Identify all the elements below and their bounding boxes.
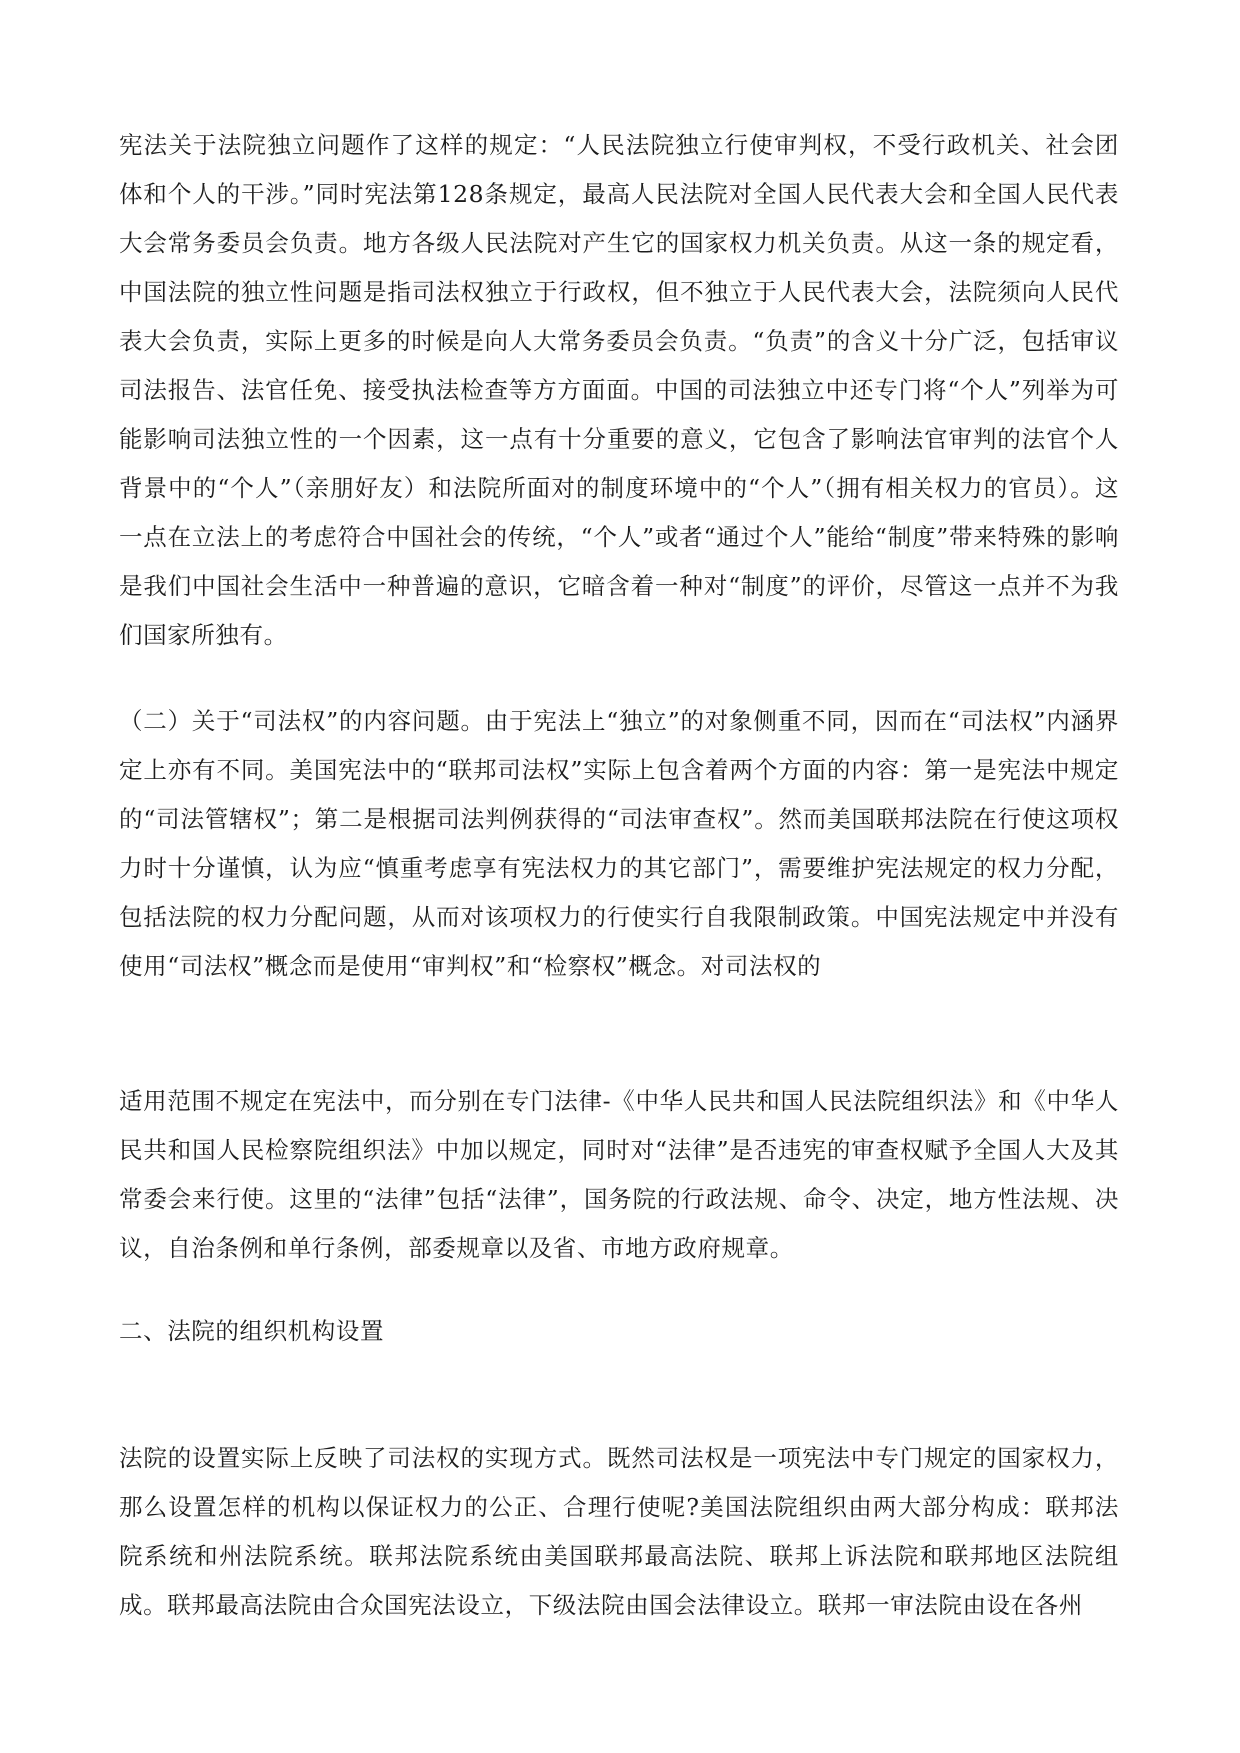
paragraph-court-organization: 法院的设置实际上反映了司法权的实现方式。既然司法权是一项宪法中专门规定的国家权力，那么设置怎样的机构以保证权力的公正、合理行使呢?美国法院组织由两大部分构成：联邦法院系统和州法院系统。联邦法院系统由美国联邦最高法院、联邦上诉法院和联邦地区法院组成。联邦最高法院由合众国宪法设立，下级法院由国会法律设立。联邦一审法院由设在各州 — [119, 1444, 1119, 1619]
paragraph-judicial-independence: 宪法关于法院独立问题作了这样的规定：“人民法院独立行使审判权，不受行政机关、社会团体和个人的干涉。”同时宪法第128条规定，最高人民法院对全国人民代表大会和全国人民代表大会常务委员会负责。地方各级人民法院对产生它的国家权力机关负责。从这一条的规定看，中国法院的独立性问题是指司法权独立于行政权，但不独立于人民代表大会，法院须向人民代表大会负责，实际上更多的时候是向人大常务委员会负责。“负责”的含义十分广泛，包括审议司法报告、法官任免、接受执法检查等方方面面。中国的司法独立中还专门将“个人”列举为可能影响司法独立性的一个因素，这一点有十分重要的意义，它包含了影响法官审判的法官个人背景中的“个人”（亲朋好友）和法院所面对的制度环境中的“个人”（拥有相关权力的官员）。这一点在立法上的考虑符合中国社会的传统，“个人”或者“通过个人”能给“制度”带来特殊的影响是我们中国社会生活中一种普遍的意识，它暗含着一种对“制度”的评价，尽管这一点并不为我们国家所独有。 — [119, 131, 1119, 649]
section-heading: 二、法院的组织机构设置 — [119, 1317, 385, 1345]
paragraph-judicial-power-content: （二）关于“司法权”的内容问题。由于宪法上“独立”的对象侧重不同，因而在“司法权”内涵界定上亦有不同。美国宪法中的“联邦司法权”实际上包含着两个方面的内容：第一是宪法中规定的“司法管辖权”；第二是根据司法判例获得的“司法审查权”。然而美国联邦法院在行使这项权力时十分谨慎，认为应“慎重考虑享有宪法权力的其它部门”，需要维护宪法规定的权力分配，包括法院的权力分配问题，从而对该项权力的行使实行自我限制政策。中国宪法规定中并没有使用“司法权”概念而是使用“审判权”和“检察权”概念。对司法权的 — [119, 707, 1119, 980]
paragraph-scope-of-application: 适用范围不规定在宪法中，而分别在专门法律-《中华人民共和国人民法院组织法》和《中华人民共和国人民检察院组织法》中加以规定，同时对“法律”是否违宪的审查权赋予全国人大及其常委会来行使。这里的“法律”包括“法律”，国务院的行政法规、命令、决定，地方性法规、决议，自治条例和单行条例，部委规章以及省、市地方政府规章。 — [119, 1087, 1119, 1262]
